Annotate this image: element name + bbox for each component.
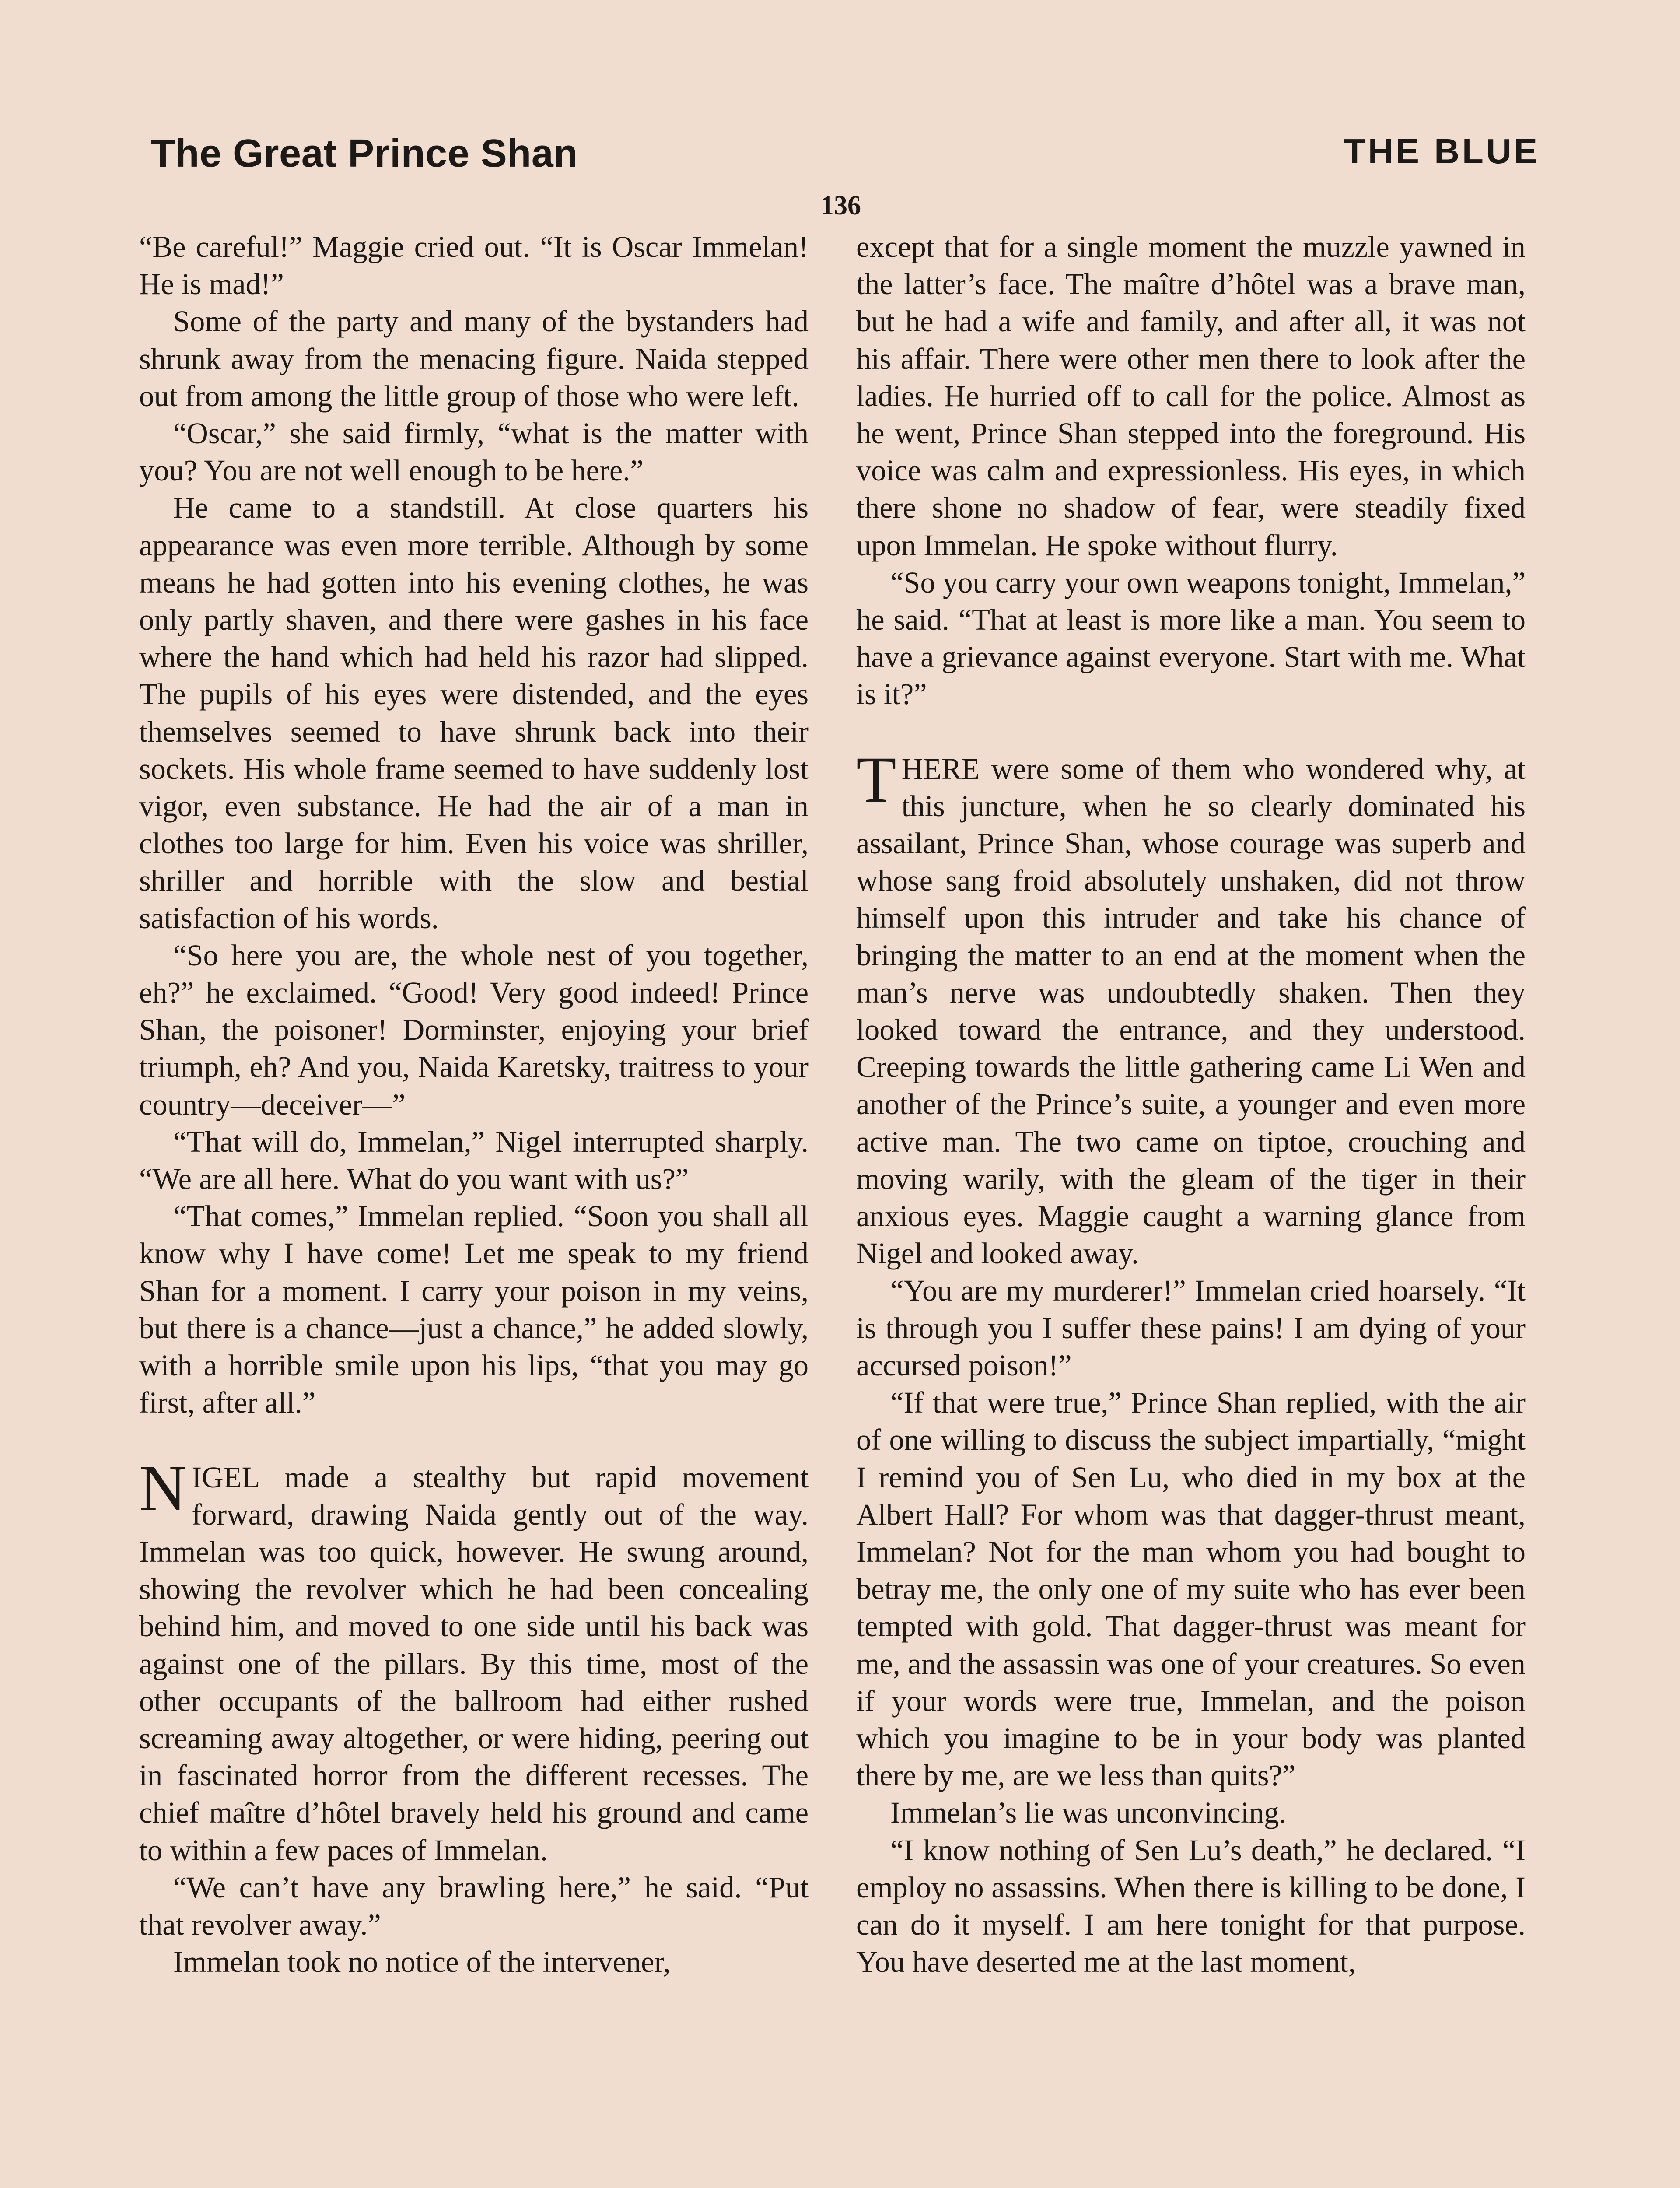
drop-cap: T	[856, 743, 896, 816]
paragraph: “Be careful!” Maggie cried out. “It is Oscar Immelan! He is mad!”	[139, 230, 808, 301]
paragraph: “We can’t have any brawling here,” he said. “Put that revolver away.”	[139, 1870, 808, 1941]
paragraph: “If that were true,” Prince Shan replied, with the air of one willing to discuss the subject impartially, “might I remind you of Sen Lu, who died in my box at the Albert Hall? For whom was that dagger-thrust meant, Immelan? Not for the man whom you had bought to betray me, the only one of my suite who has ever been tempted with gold. That dagger-thrust was meant for me, and the assassin was one of your creatures. So even if your words were true, Immelan, and the poison which you imagine to be in your body was planted there by me, are we less than quits?”	[856, 1386, 1526, 1792]
section-text: IGEL made a stealthy but rapid movement forward, drawing Naida gently out of the way. Immelan was too quick, however. He swung around, showing the revolver which he had been concealing behind him, and moved to one side until his back was against one of the pillars. By this time, most of the other occupants of the ballroom had either rushed screaming away altogether, or were hiding, peering out in fascinated horror from the different recesses. The chief maître d’hôtel bravely held his ground and came to within a few paces of Immelan.	[139, 1460, 808, 1867]
section-paragraph	[856, 743, 1526, 1273]
paragraph: “You are my murderer!” Immelan cried hoarsely. “It is through you I suffer these pains! I am dying of your accursed poison!”	[856, 1274, 1526, 1382]
paragraph: “So here you are, the whole nest of you together, eh?” he exclaimed. “Good! Very good indeed! Prince Shan, the poisoner! Dorminster, enjoying your brief triumph, eh? And you, Naida Karetsky, traitress to your country—deceiver—”	[139, 938, 808, 1121]
section-paragraph	[139, 1452, 808, 1869]
magazine-name: THE BLUE	[1344, 132, 1540, 171]
right-column	[856, 228, 1526, 1981]
section-text: HERE were some of them who wondered why, at this juncture, when he so clearly dominated his assailant, Prince Shan, whose courage was superb and whose sang froid absolutely unshaken, did not throw himself upon this intruder and take his chance of bringing the matter to an end at the moment when the man’s nerve was undoubtedly shaken. Then they looked toward the entrance, and they understood. Creeping towards the little gathering came Li Wen and another of the Prince’s suite, a younger and even more active man. The two came on tiptoe, crouching and moving warily, with the gleam of the tiger in their anxious eyes. Maggie caught a warning glance from Nigel and looked away.	[856, 752, 1526, 1270]
drop-cap: N	[139, 1452, 187, 1525]
paragraph: “So you carry your own weapons tonight, Immelan,” he said. “That at least is more like a man. You seem to have a grievance against everyone. Start with me. What is it?”	[856, 565, 1526, 711]
page-number: 136	[820, 191, 861, 221]
paragraph: except that for a single moment the muzzle yawned in the latter’s face. The maître d’hôtel was a brave man, but he had a wife and family, and after all, it was not his affair. There were other men there to look after the ladies. He hurried off to call for the police. Almost as he went, Prince Shan stepped into the foreground. His voice was calm and expressionless. His eyes, in which there shone no shadow of fear, were steadily fixed upon Immelan. He spoke without flurry.	[856, 230, 1526, 562]
paragraph: Immelan’s lie was unconvincing.	[890, 1796, 1287, 1830]
paragraph: “Oscar,” she said firmly, “what is the matter with you? You are not well enough to be here.”	[139, 417, 808, 487]
paragraph: Immelan took no notice of the intervener,	[173, 1945, 671, 1979]
story-title: The Great Prince Shan	[151, 132, 578, 175]
paragraph: “That will do, Immelan,” Nigel interrupted sharply. “We are all here. What do you want with us?”	[139, 1125, 808, 1196]
paragraph: Some of the party and many of the bystanders had shrunk away from the menacing figure. Naida stepped out from among the little group of those who were left.	[139, 305, 808, 413]
paragraph: “I know nothing of Sen Lu’s death,” he declared. “I employ no assassins. When there is killing to be done, I can do it myself. I am here tonight for that purpose. You have deserted me at the last moment,	[856, 1833, 1526, 1979]
paragraph: He came to a standstill. At close quarters his appearance was even more terrible. Although by some means he had gotten into his evening clothes, he was only partly shaven, and there were gashes in his face where the hand which had held his razor had slipped. The pupils of his eyes were distended, and the eyes themselves seemed to have shrunk back into their sockets. His whole frame seemed to have suddenly lost vigor, even substance. He had the air of a man in clothes too large for him. Even his voice was shriller, shriller and horrible with the slow and bestial satisfaction of his words.	[139, 491, 808, 935]
left-column	[139, 228, 808, 1981]
paragraph: “That comes,” Immelan replied. “Soon you shall all know why I have come! Let me speak to my friend Shan for a moment. I carry your poison in my veins, but there is a chance—just a chance,” he added slowly, with a horrible smile upon his lips, “that you may go first, after all.”	[139, 1199, 808, 1420]
